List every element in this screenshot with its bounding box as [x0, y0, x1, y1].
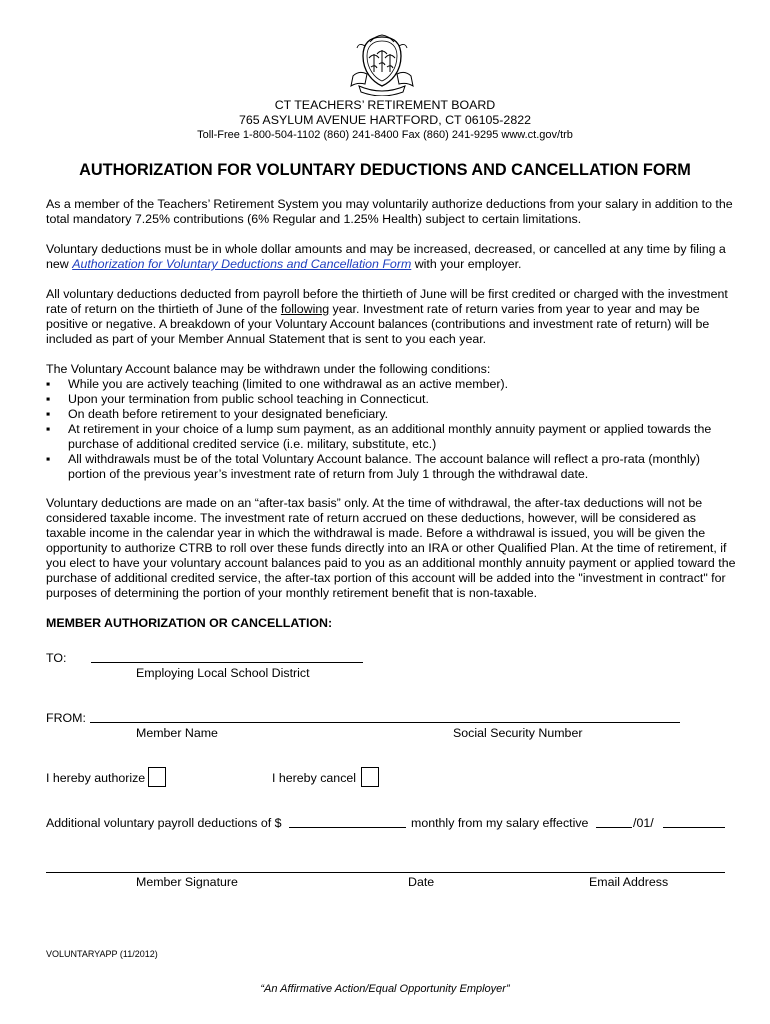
- deduction-amount-label: Additional voluntary payroll deductions of $: [46, 816, 282, 830]
- list-item: [46, 452, 736, 482]
- to-label: TO:: [46, 651, 67, 665]
- connecticut-seal-icon: [345, 34, 419, 96]
- date-caption: Date: [408, 875, 435, 889]
- bullet-icon: ▪: [46, 392, 51, 406]
- cancel-label: I hereby cancel: [272, 771, 357, 785]
- authorize-checkbox[interactable]: [148, 767, 166, 787]
- deduction-rules-paragraph: [46, 242, 736, 272]
- deduction-rules-tail: with your employer.: [411, 257, 522, 271]
- bullet-icon: ▪: [46, 422, 51, 436]
- signature-caption: Member Signature: [136, 875, 238, 889]
- ssn-caption: Social Security Number: [453, 726, 583, 740]
- form-link[interactable]: Authorization for Voluntary Deductions and Cancellation Form: [72, 257, 412, 271]
- conditions-list: [46, 377, 736, 482]
- list-item: [46, 392, 736, 407]
- list-item: [46, 407, 736, 422]
- condition-text: While you are actively teaching (limited to one withdrawal as an active member).: [68, 377, 509, 391]
- condition-text: On death before retirement to your designated beneficiary.: [68, 407, 389, 421]
- deduction-amount-field[interactable]: [289, 827, 406, 828]
- conditions-lead: The Voluntary Account balance may be withdrawn under the following conditions:: [46, 362, 491, 376]
- board-contact: Toll-Free 1-800-504-1102 (860) 241-8400 Fax (860) 241-9295 www.ct.gov/trb: [197, 129, 573, 141]
- section-heading: MEMBER AUTHORIZATION OR CANCELLATION:: [46, 616, 333, 630]
- email-caption: Email Address: [589, 875, 669, 889]
- investment-tail: year. Investment rate of return varies from year to year and may be positive or negative. A breakdown of your Voluntary Account balances (contributions and investment rate of return) will be included as part of your Member Annual Statement that is sent to you each year.: [46, 302, 710, 346]
- deduction-rules-text: Voluntary deductions must be in whole dollar amounts and may be increased, decreased, or cancelled at any time by filing a new: [46, 242, 726, 271]
- intro-paragraph: As a member of the Teachers’ Retirement System you may voluntarily authorize deductions from your salary in addition to the total mandatory 7.25% contributions (6% Regular and 1.25% Health) subject to certain limitations.: [46, 197, 733, 226]
- footer-slogan: “An Affirmative Action/Equal Opportunity Employer”: [260, 983, 510, 995]
- member-name-ssn-field[interactable]: [90, 722, 680, 723]
- effective-year-field[interactable]: [663, 827, 725, 828]
- tax-paragraph: Voluntary deductions are made on an “after-tax basis” only. At the time of withdrawal, the after-tax deductions will not be considered taxable income. The investment rate of return accrued on these deductions, however, will be considered as taxable income in the calendar year in which the withdrawal is made. Before a withdrawal is issued, you will be given the opportunity to authorize CTRB to roll over these funds directly into an IRA or other Qualified Plan. At the time of retirement, if you elect to have your voluntary account balances paid to you as an additional monthly annuity payment or applied toward the purchase of additional credited service, the after-tax portion of this account will be added into the "investment in contract" for purposes of determining the portion of your monthly retirement benefit that is non-taxable.: [46, 496, 736, 600]
- list-item: [46, 377, 736, 392]
- bullet-icon: ▪: [46, 377, 51, 391]
- list-item: [46, 422, 736, 452]
- condition-text: All withdrawals must be of the total Voluntary Account balance. The account balance will reflect a pro-rata (monthly) portion of the previous year’s investment rate of return from July 1 through the withdrawal date.: [68, 452, 701, 481]
- member-name-caption: Member Name: [136, 726, 218, 740]
- signature-date-email-field[interactable]: [46, 872, 725, 873]
- condition-text: Upon your termination from public school teaching in Connecticut.: [68, 392, 429, 406]
- investment-paragraph: [46, 287, 736, 347]
- authorize-label: I hereby authorize: [46, 771, 146, 785]
- condition-text: At retirement in your choice of a lump sum payment, as an additional monthly annuity payment or applied towards the purchase of additional credited service (i.e. military, substitute, etc.): [68, 422, 712, 451]
- board-address: 765 ASYLUM AVENUE HARTFORD, CT 06105-2822: [239, 113, 531, 127]
- effective-date-separator: /01/: [633, 816, 654, 830]
- effective-month-field[interactable]: [596, 827, 632, 828]
- form-title: AUTHORIZATION FOR VOLUNTARY DEDUCTIONS AND CANCELLATION FORM: [79, 161, 691, 179]
- investment-text: All voluntary deductions deducted from payroll before the thirtieth of June will be first credited or charged with the investment rate of return on the thirtieth of June of the: [46, 287, 728, 316]
- board-name: CT TEACHERS’ RETIREMENT BOARD: [274, 98, 496, 112]
- following-emphasis: following: [280, 302, 330, 316]
- bullet-icon: ▪: [46, 452, 51, 466]
- cancel-checkbox[interactable]: [361, 767, 379, 787]
- bullet-icon: ▪: [46, 407, 51, 421]
- employer-caption: Employing Local School District: [136, 666, 310, 680]
- employer-field[interactable]: [91, 662, 363, 663]
- form-code: VOLUNTARYAPP (11/2012): [46, 949, 158, 959]
- from-label: FROM:: [46, 711, 86, 725]
- effective-label: monthly from my salary effective: [411, 816, 589, 830]
